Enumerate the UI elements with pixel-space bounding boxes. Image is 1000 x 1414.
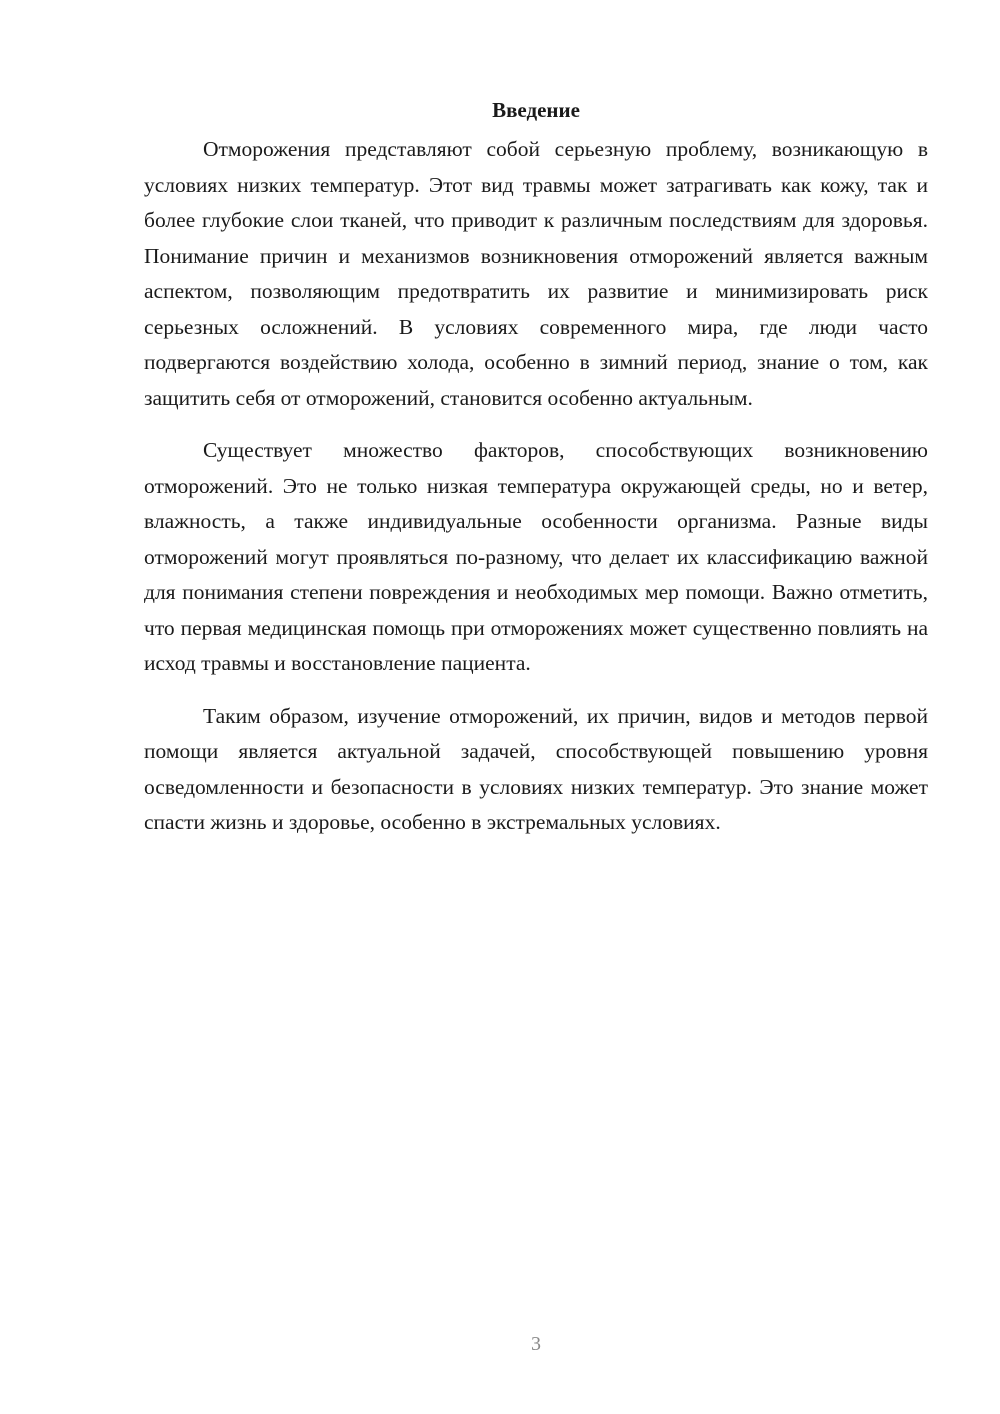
- page-number: 3: [531, 1333, 541, 1355]
- paragraph-conclusion: Таким образом, изучение отморожений, их причин, видов и методов первой помощи является актуальной задачей, способствующей повышению уровня осведомленности и безопасности в условиях низких температур. Это знание может спасти жизнь и здоровье, особенно в экстремальных условиях.: [144, 703, 928, 834]
- paragraph-factors: Существует множество факторов, способствующих возникновению отморожений. Это не только низкая температура окружающей среды, но и ветер, влажность, а также индивидуальные особенности организма. Разные виды отморожений могут проявляться по-разному, что делает их классификацию важной для понимания степени повреждения и необходимых мер помощи. Важно отметить, что первая медицинская помощь при отморожениях может существенно повлиять на исход травмы и восстановление пациента.: [144, 438, 928, 675]
- section-heading: Введение: [492, 98, 580, 122]
- paragraph-intro: Отморожения представляют собой серьезную проблему, возникающую в условиях низких температур. Этот вид травмы может затрагивать как кожу, так и более глубокие слои тканей, что приводит к различным последствиям для здоровья. Понимание причин и механизмов возникновения отморожений является важным аспектом, позволяющим предотвратить их развитие и минимизировать риск серьезных осложнений. В условиях современного мира, где люди часто подвергаются воздействию холода, особенно в зимний период, знание о том, как защитить себя от отморожений, становится особенно актуальным.: [144, 137, 928, 410]
- document-page: [144, 92, 928, 858]
